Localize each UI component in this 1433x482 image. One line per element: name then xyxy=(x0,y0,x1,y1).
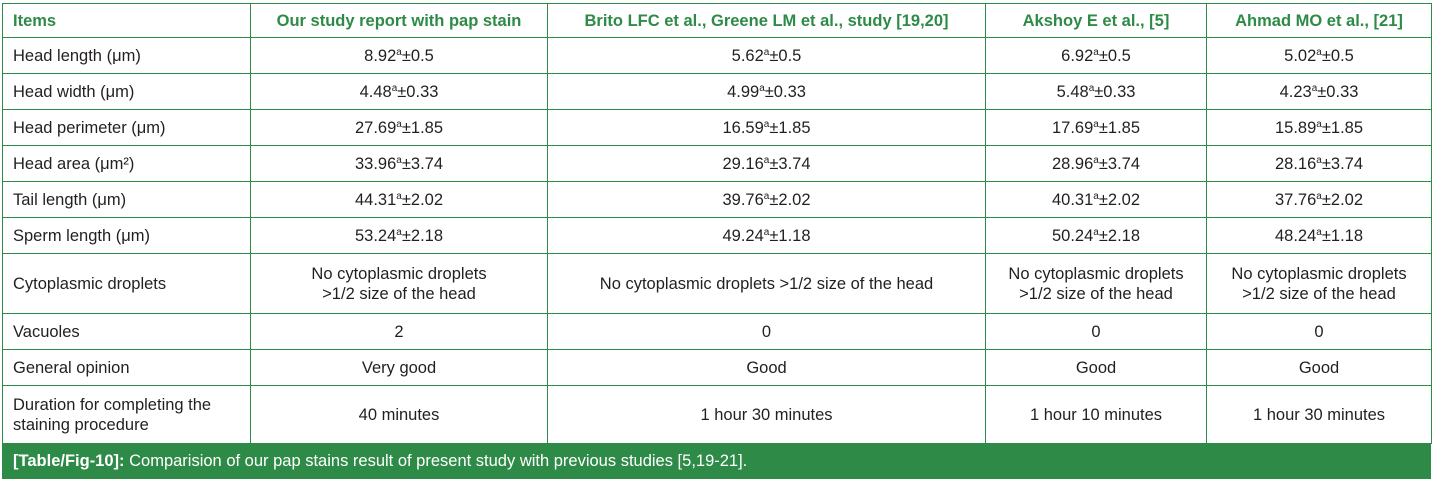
cell-text: Good xyxy=(746,358,787,377)
table-cell xyxy=(251,182,548,218)
cell-value: 50.24 xyxy=(1051,226,1094,245)
table-cell xyxy=(986,182,1207,218)
cell-value: 4.48 xyxy=(359,82,392,101)
row-label-line: Duration for completing the xyxy=(13,395,212,414)
cell-sd: ±3.74 xyxy=(1321,154,1364,173)
cell-superscript: a xyxy=(1316,46,1322,58)
table-cell xyxy=(986,386,1207,444)
table-cell xyxy=(1207,386,1432,444)
figure-caption xyxy=(2,444,1431,479)
cell-value: 27.69 xyxy=(354,118,397,137)
cell-text: 2 xyxy=(394,322,404,341)
table-cell xyxy=(251,218,548,254)
cell-value: 48.24 xyxy=(1274,226,1317,245)
cell-value: 37.76 xyxy=(1274,190,1317,209)
cell-sd: ±2.02 xyxy=(769,190,811,209)
cell-superscript: a xyxy=(1093,154,1099,166)
cell-value: 6.92 xyxy=(1061,46,1094,65)
cell-value: 33.96 xyxy=(354,154,397,173)
cell-superscript: a xyxy=(1316,118,1322,130)
row-label: Sperm length (μm) xyxy=(3,218,251,254)
table-cell xyxy=(1207,218,1432,254)
row-label: Vacuoles xyxy=(3,314,251,350)
table-cell xyxy=(548,314,986,350)
cell-value: 17.69 xyxy=(1051,118,1094,137)
cell-superscript: a xyxy=(391,82,398,94)
cell-sd: ±0.33 xyxy=(1094,82,1136,101)
table-cell xyxy=(986,110,1207,146)
cell-sd: ±2.02 xyxy=(401,190,444,209)
table-cell xyxy=(548,218,986,254)
cell-text: No cytoplasmic droplets xyxy=(311,264,487,283)
table-row xyxy=(3,38,1432,74)
table-cell xyxy=(1207,74,1432,110)
cell-sd: ±3.74 xyxy=(1098,154,1141,173)
table-cell xyxy=(548,254,986,314)
cell-text: 1 hour 30 minutes xyxy=(700,405,833,424)
cell-superscript: a xyxy=(763,46,770,58)
row-label: Head perimeter (μm) xyxy=(3,110,251,146)
cell-sd: ±1.85 xyxy=(1321,118,1364,137)
cell-text: 0 xyxy=(1314,322,1324,341)
cell-sd: ±1.85 xyxy=(769,118,811,137)
cell-text: No cytoplasmic droplets xyxy=(1008,264,1184,283)
caption-label: [Table/Fig-10]: xyxy=(13,452,125,470)
cell-text: Very good xyxy=(361,358,437,377)
table-cell xyxy=(986,350,1207,386)
row-label-line: staining procedure xyxy=(13,415,149,434)
table-cell xyxy=(548,146,986,182)
table-cell xyxy=(1207,254,1432,314)
table-cell xyxy=(548,38,986,74)
header-ahmad: Ahmad MO et al., [21] xyxy=(1207,4,1432,38)
cell-superscript: a xyxy=(1093,46,1099,58)
row-label: Cytoplasmic droplets xyxy=(3,254,251,314)
header-items: Items xyxy=(3,4,251,38)
cell-superscript: a xyxy=(763,118,770,130)
row-label xyxy=(3,386,251,444)
cell-superscript: a xyxy=(396,226,402,238)
cell-sd: ±3.74 xyxy=(769,154,811,173)
table-cell xyxy=(251,38,548,74)
cell-sd: ±0.33 xyxy=(1317,82,1359,101)
cell-value: 4.23 xyxy=(1279,82,1312,101)
row-label: General opinion xyxy=(3,350,251,386)
header-brito-greene: Brito LFC et al., Greene LM et al., study [19,20] xyxy=(548,4,986,38)
cell-value: 15.89 xyxy=(1274,118,1317,137)
cell-text: 0 xyxy=(761,322,772,341)
table-cell xyxy=(986,74,1207,110)
table-cell xyxy=(251,254,548,314)
cell-sd: ±0.33 xyxy=(397,82,439,101)
cell-value: 44.31 xyxy=(354,190,397,209)
cell-sd: ±3.74 xyxy=(401,154,444,173)
cell-value: 5.02 xyxy=(1284,46,1317,65)
table-row xyxy=(3,218,1432,254)
cell-text: 0 xyxy=(1091,322,1101,341)
row-label: Tail length (μm) xyxy=(3,182,251,218)
cell-superscript: a xyxy=(759,82,765,94)
table-cell xyxy=(548,350,986,386)
cell-text: >1/2 size of the head xyxy=(1019,284,1173,303)
table-cell xyxy=(986,254,1207,314)
table-cell xyxy=(251,74,548,110)
cell-value: 39.76 xyxy=(722,190,764,209)
table-cell xyxy=(1207,182,1432,218)
cell-superscript: a xyxy=(1088,82,1095,94)
table-body xyxy=(3,38,1432,444)
cell-value: 53.24 xyxy=(354,226,397,245)
caption-text: Comparision of our pap stains result of present study with previous studies [5,19-21]. xyxy=(124,452,748,470)
cell-sd: ±0.5 xyxy=(1321,46,1354,65)
cell-sd: ±2.18 xyxy=(401,226,444,245)
cell-value: 40.31 xyxy=(1051,190,1094,209)
cell-text: 1 hour 10 minutes xyxy=(1029,405,1163,424)
cell-text: >1/2 size of the head xyxy=(322,284,476,303)
cell-superscript: a xyxy=(1316,190,1322,202)
table-row xyxy=(3,146,1432,182)
cell-superscript: a xyxy=(396,190,402,202)
cell-sd: ±1.85 xyxy=(401,118,444,137)
table-row xyxy=(3,350,1432,386)
table-cell xyxy=(251,350,548,386)
cell-superscript: a xyxy=(1093,226,1099,238)
table-row xyxy=(3,386,1432,444)
cell-superscript: a xyxy=(1311,82,1318,94)
cell-superscript: a xyxy=(1316,154,1322,166)
table-cell xyxy=(548,74,986,110)
table-cell xyxy=(1207,350,1432,386)
cell-sd: ±0.33 xyxy=(764,82,806,101)
header-our-study: Our study report with pap stain xyxy=(251,4,548,38)
cell-text: 1 hour 30 minutes xyxy=(1252,405,1386,424)
figure-table xyxy=(2,3,1431,480)
table-cell xyxy=(548,110,986,146)
header-akshoy: Akshoy E et al., [5] xyxy=(986,4,1207,38)
table-cell xyxy=(1207,146,1432,182)
cell-value: 4.99 xyxy=(727,82,760,101)
cell-value: 49.24 xyxy=(722,226,764,245)
table-cell xyxy=(986,38,1207,74)
table-row xyxy=(3,314,1432,350)
cell-value: 29.16 xyxy=(722,154,764,173)
cell-sd: ±0.5 xyxy=(401,46,434,65)
cell-value: 5.62 xyxy=(731,46,764,65)
row-label: Head area (μm²) xyxy=(3,146,251,182)
cell-value: 28.96 xyxy=(1051,154,1094,173)
header-row xyxy=(3,4,1432,38)
table-cell xyxy=(251,146,548,182)
table-cell xyxy=(251,110,548,146)
cell-sd: ±2.02 xyxy=(1321,190,1364,209)
table-cell xyxy=(251,386,548,444)
comparison-table xyxy=(2,3,1432,444)
cell-text: >1/2 size of the head xyxy=(1242,284,1396,303)
cell-sd: ±2.02 xyxy=(1098,190,1141,209)
cell-superscript: a xyxy=(763,226,770,238)
table-row xyxy=(3,74,1432,110)
table-row xyxy=(3,182,1432,218)
table-cell xyxy=(251,314,548,350)
table-cell xyxy=(1207,110,1432,146)
table-row xyxy=(3,110,1432,146)
cell-superscript: a xyxy=(1316,226,1322,238)
cell-sd: ±2.18 xyxy=(1098,226,1141,245)
cell-text: No cytoplasmic droplets >1/2 size of the head xyxy=(599,274,934,293)
table-cell xyxy=(548,386,986,444)
cell-value: 8.92 xyxy=(364,46,397,65)
cell-sd: ±1.18 xyxy=(1321,226,1364,245)
row-label: Head length (μm) xyxy=(3,38,251,74)
table-cell xyxy=(986,314,1207,350)
cell-value: 28.16 xyxy=(1274,154,1317,173)
table-row xyxy=(3,254,1432,314)
table-cell xyxy=(1207,38,1432,74)
table-cell xyxy=(1207,314,1432,350)
table-cell xyxy=(986,218,1207,254)
table-cell xyxy=(986,146,1207,182)
cell-text: No cytoplasmic droplets xyxy=(1231,264,1407,283)
cell-superscript: a xyxy=(396,154,402,166)
table-cell xyxy=(548,182,986,218)
cell-text: 40 minutes xyxy=(358,405,440,424)
cell-superscript: a xyxy=(763,190,770,202)
cell-superscript: a xyxy=(396,118,402,130)
cell-sd: ±0.5 xyxy=(769,46,802,65)
cell-sd: ±0.5 xyxy=(1098,46,1131,65)
cell-sd: ±1.85 xyxy=(1098,118,1141,137)
cell-superscript: a xyxy=(1093,118,1099,130)
cell-text: Good xyxy=(1075,358,1117,377)
cell-value: 16.59 xyxy=(722,118,764,137)
cell-text: Good xyxy=(1298,358,1340,377)
cell-superscript: a xyxy=(396,46,402,58)
cell-value: 5.48 xyxy=(1056,82,1089,101)
cell-superscript: a xyxy=(1093,190,1099,202)
cell-superscript: a xyxy=(763,154,770,166)
row-label: Head width (μm) xyxy=(3,74,251,110)
cell-sd: ±1.18 xyxy=(769,226,811,245)
